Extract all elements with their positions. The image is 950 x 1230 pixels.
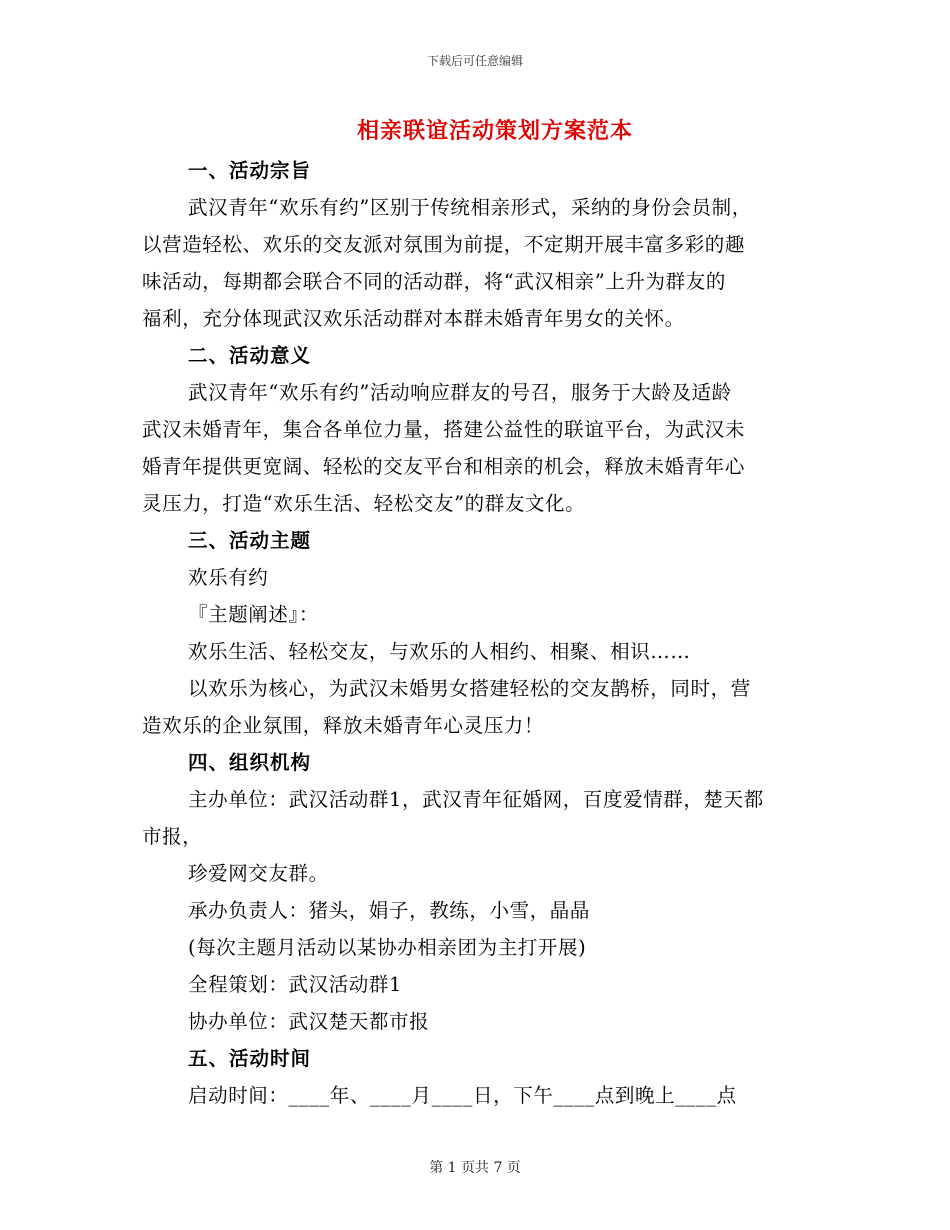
paragraph-line: 协办单位：武汉楚天都市报 (188, 1010, 430, 1033)
section-heading-significance: 二、活动意义 (188, 344, 312, 367)
header-note: 下载后可任意编辑 (426, 54, 523, 68)
paragraph-line: 味活动，每期都会联合不同的活动群，将“武汉相亲”上升为群友的 (142, 270, 726, 293)
document-body (142, 152, 812, 1114)
paragraph-line: (每次主题月活动以某协办相亲团为主打开展) (188, 936, 587, 959)
paragraph-line: 以营造轻松、欢乐的交友派对氛围为前提，不定期开展丰富多彩的趣 (142, 233, 746, 256)
paragraph-line: 以欢乐为核心，为武汉未婚男女搭建轻松的交友鹊桥，同时，营 (188, 677, 751, 700)
paragraph-line: 武汉未婚青年，集合各单位力量，搭建公益性的联谊平台，为武汉未 (142, 418, 746, 441)
page-number: 第 1 页共 7 页 (429, 1160, 521, 1176)
paragraph-line: 市报， (142, 825, 203, 848)
paragraph-line: 婚青年提供更宽阔、轻松的交友平台和相亲的机会，释放未婚青年心 (142, 455, 746, 478)
paragraph-line: 福利，充分体现武汉欢乐活动群对本群未婚青年男女的关怀。 (142, 307, 685, 330)
paragraph-line: 『主题阐述』： (188, 603, 319, 626)
paragraph-line: 承办负责人：猪头，娟子，教练，小雪，晶晶 (188, 899, 591, 922)
paragraph-line: 灵压力，打造“欢乐生活、轻松交友”的群友文化。 (142, 492, 586, 515)
section-heading-purpose: 一、活动宗旨 (188, 159, 312, 182)
paragraph-line: 造欢乐的企业氛围，释放未婚青年心灵压力！ (142, 714, 545, 737)
paragraph-line: 武汉青年“欢乐有约”区别于传统相亲形式，采纳的身份会员制， (188, 196, 752, 219)
paragraph-line: 珍爱网交友群。 (188, 862, 329, 885)
section-heading-theme: 三、活动主题 (188, 529, 312, 552)
paragraph-line: 全程策划：武汉活动群1 (188, 973, 403, 996)
paragraph-line: 主办单位：武汉活动群1，武汉青年征婚网，百度爱情群，楚天都 (188, 788, 764, 811)
paragraph-line: 启动时间：____年、____月____日，下午____点到晚上____点 (188, 1084, 737, 1107)
section-heading-organization: 四、组织机构 (188, 751, 312, 774)
section-heading-time: 五、活动时间 (188, 1047, 312, 1070)
paragraph-line: 欢乐生活、轻松交友，与欢乐的人相约、相聚、相识…… (188, 640, 691, 663)
paragraph-line: 欢乐有约 (188, 566, 269, 589)
paragraph-line: 武汉青年“欢乐有约”活动响应群友的号召，服务于大龄及适龄 (188, 381, 732, 404)
document-title: 相亲联谊活动策划方案范本 (356, 118, 633, 144)
